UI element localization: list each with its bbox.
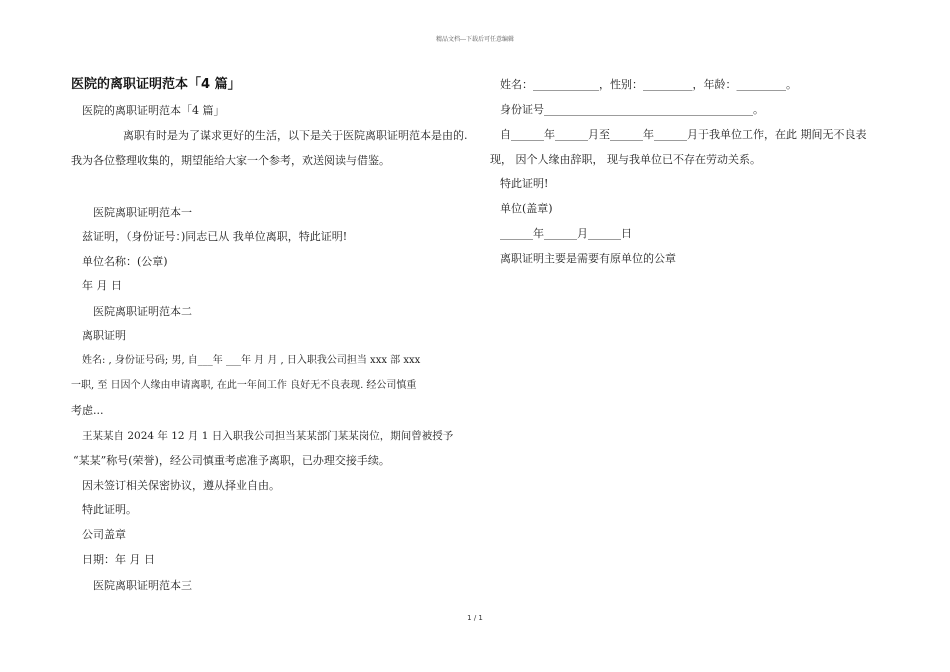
right-line: 姓名：____________，性别：_________，年龄：_________。 <box>500 78 797 91</box>
right-line: 自______年______月至______年______月于我单位工作，在此 期间无不良表 <box>500 128 867 141</box>
sample-1-line: 兹证明，（身份证号：)同志已从 我单位离职，特此证明! <box>82 230 348 243</box>
right-line: ______年______月______日 <box>500 227 632 240</box>
sample-1-line: 年 月 日 <box>82 279 122 292</box>
sample-2-line: 因未签订相关保密协议，遵从择业自由。 <box>82 479 280 492</box>
sample-3-heading: 医院离职证明范本三 <box>93 579 192 592</box>
sample-2-line: 姓名: , 身份证号码; 男, 自___年 ___年 月 月 , 日入职我公司担当 xxx 部 xxx <box>82 355 421 366</box>
sample-2-line: 一职, 至 日因个人缘由申请离职, 在此一年间工作 良好无不良表现. 经公司慎重 <box>71 380 417 391</box>
sample-2-heading: 医院离职证明范本二 <box>93 305 192 318</box>
sample-1-heading: 医院离职证明范本一 <box>93 206 192 219</box>
page-number: 1 / 1 <box>467 614 483 622</box>
sample-2-line: 王某某自 2024 年 12 月 1 日入职我公司担当某某部门某某岗位，期间曾被授予 <box>82 430 454 442</box>
sample-2-line: 日期：年 月 日 <box>82 553 155 566</box>
sample-1-line: 单位名称：(公章) <box>82 255 168 268</box>
sample-2-line: 公司盖章 <box>82 528 126 541</box>
sample-2-line: 特此证明。 <box>82 503 137 516</box>
right-line: 单位(盖章) <box>500 202 553 215</box>
intro-line-1: 离职有时是为了谋求更好的生活，以下是关于医院离职证明范本是由的. <box>123 129 468 142</box>
sample-2-line: 离职证明 <box>82 329 126 342</box>
header-note: 精品文档---下载后可任意编辑 <box>435 36 515 43</box>
document-subtitle: 医院的离职证明范本「4 篇」 <box>82 104 225 117</box>
intro-line-2: 我为各位整理收集的，期望能给大家一个参考，欢送阅读与借鉴。 <box>71 154 390 167</box>
sample-2-line: 考虑... <box>71 404 104 417</box>
sample-2-line: “某某”称号(荣誉)，经公司慎重考虑准予离职，已办理交接手续。 <box>73 454 390 467</box>
right-line: 现， 因个人缘由辞职， 现与我单位已不存在劳动关系。 <box>490 153 761 166</box>
right-line: 特此证明! <box>500 177 549 190</box>
right-line: 离职证明主要是需要有原单位的公章 <box>500 252 676 265</box>
document-title: 医院的离职证明范本「4 篇」 <box>71 77 241 92</box>
right-line: 身份证号______________________________________。 <box>500 103 764 116</box>
